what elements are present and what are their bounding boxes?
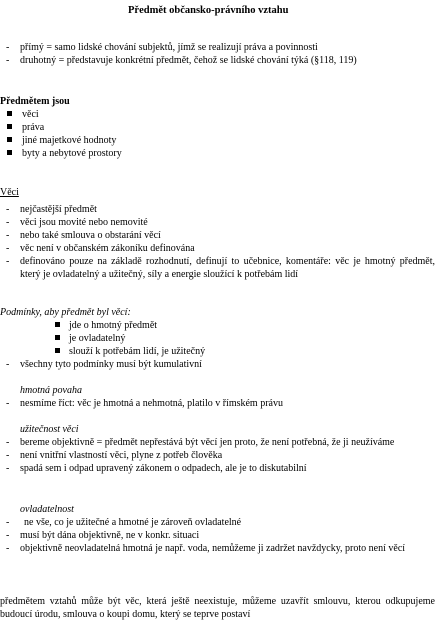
intro-list (0, 41, 435, 67)
square-bullet-icon (55, 335, 60, 340)
section-heading: hmotná povaha (20, 385, 82, 396)
section-heading: Podmínky, aby předmět byl věcí: (0, 307, 131, 318)
list-item: - není vnitřní vlastností věci, plyne z potřeb člověka (0, 449, 435, 462)
list-item: je ovladatelný (0, 332, 435, 345)
list-item: práva (0, 121, 435, 134)
square-bullet-icon (7, 124, 12, 129)
list-item: - nejčastější předmět (0, 203, 435, 216)
page-title: Předmět občansko-právního vztahu (128, 5, 289, 16)
square-bullet-icon (55, 348, 60, 353)
section-heading: Věci (0, 187, 19, 198)
predmetem-section (0, 95, 435, 160)
list-item: - druhotný = představuje konkrétní předmět, čehož se lidské chování týká (§118, 119) (0, 54, 435, 67)
list-item: - nesmíme říct: věc je hmotná a nehmotná, platilo v římském právu (0, 397, 435, 410)
list-item: byty a nebytové prostory (0, 147, 435, 160)
podminky-section (0, 306, 435, 371)
list-item: - bereme objektivně = předmět nepřestává být věcí jen proto, že není potřebná, že ji neužíváme (0, 436, 435, 449)
list-item: - přímý = samo lidské chování subjektů, jímž se realizují práva a povinnosti (0, 41, 435, 54)
list-item: - ne vše, co je užitečné a hmotné je zároveň ovladatelné (0, 516, 435, 529)
square-bullet-icon (7, 150, 12, 155)
square-bullet-icon (7, 111, 12, 116)
section-heading: ovladatelnost (20, 504, 74, 515)
list-item: - definováno pouze na základě rozhodnutí, definují to učebnice, komentáře: věc je hmotný předmět, který je ovladatelný a užitečný, síly a energie sloužící k potřebám lidí (0, 255, 435, 281)
list-item: slouží k potřebám lidí, je užitečný (0, 345, 435, 358)
list-item: jiné majetkové hodnoty (0, 134, 435, 147)
list-item: - všechny tyto podmínky musí být kumulativní (0, 358, 435, 371)
square-bullet-icon (55, 322, 60, 327)
list-item: věci (0, 108, 435, 121)
ovladatelnost-section (0, 503, 435, 555)
square-bullet-icon (7, 137, 12, 142)
list-item: - nebo také smlouva o obstarání věcí (0, 229, 435, 242)
veci-section (0, 186, 435, 281)
section-heading: Předmětem jsou (0, 96, 70, 107)
list-item: - spadá sem i odpad upravený zákonem o odpadech, ale je to diskutabilní (0, 462, 435, 475)
closing-paragraph: předmětem vztahů může být věc, která ještě neexistuje, můžeme uzavřít smlouvu, kterou odkupujeme budoucí úrodu, smlouva o koupi domu, který se teprve postaví (0, 596, 435, 620)
list-item: jde o hmotný předmět (0, 319, 435, 332)
list-item: - věc není v občanském zákoníku definována (0, 242, 435, 255)
section-heading: užitečnost věci (20, 424, 79, 435)
list-item: - věci jsou movité nebo nemovité (0, 216, 435, 229)
uzitecnost-section (0, 423, 435, 475)
list-item: - objektivně neovladatelná hmotná je např. voda, nemůžeme ji zadržet navždycky, proto není věcí (0, 542, 435, 555)
list-item: - musí být dána objektivně, ne v konkr. situaci (0, 529, 435, 542)
hmotna-section (0, 384, 435, 410)
